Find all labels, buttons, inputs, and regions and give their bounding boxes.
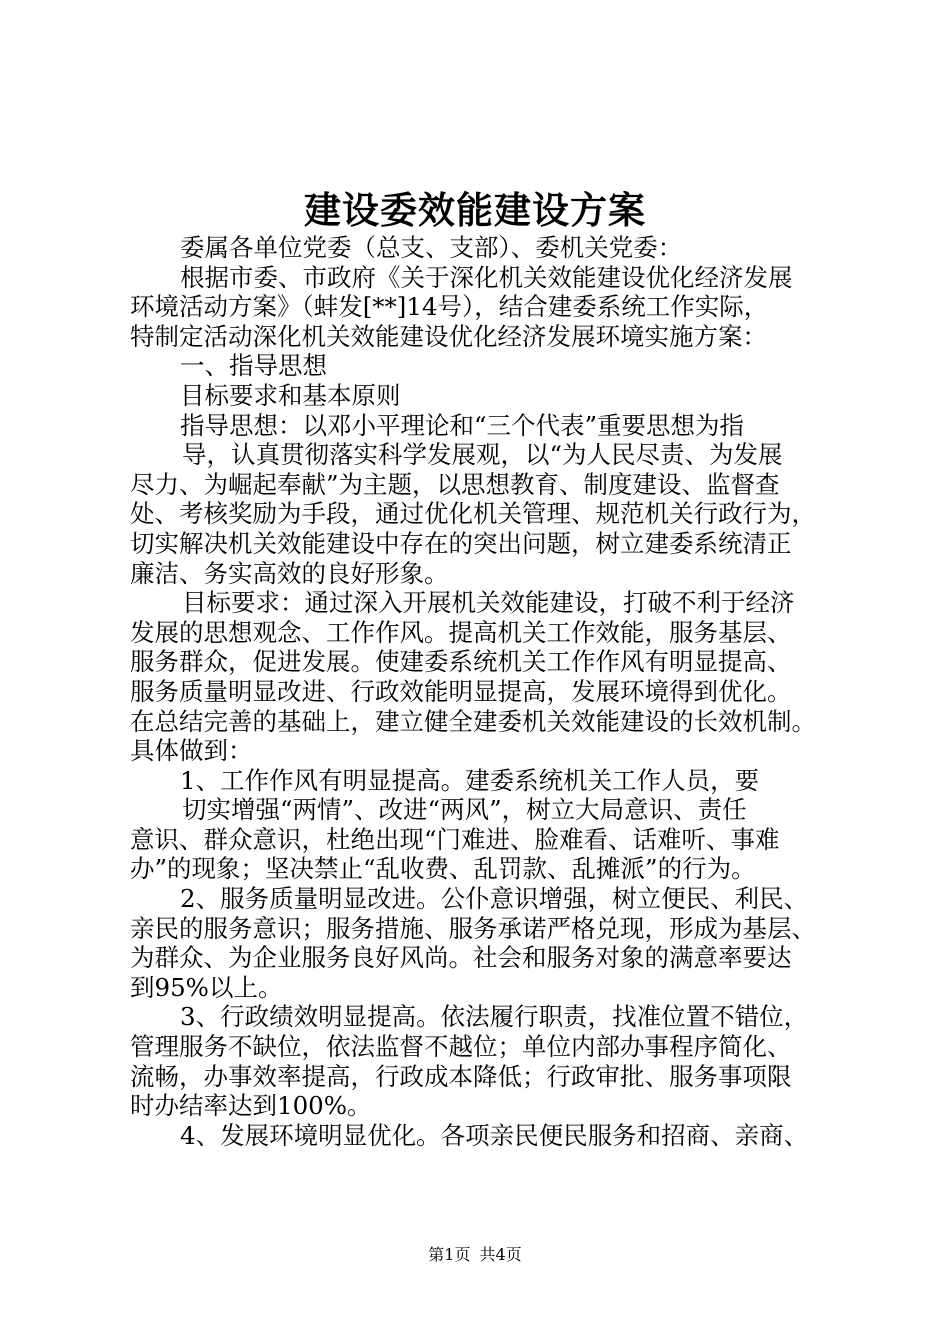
text-line: 办”的现象；坚决禁止“乱收费、乱罚款、乱摊派”的行为。 xyxy=(130,854,756,884)
text-line: 切实解决机关效能建设中存在的突出问题，树立建委系统清正 xyxy=(130,528,792,558)
text-line: 根据市委、市政府《关于深化机关效能建设优化经济发展 xyxy=(180,262,793,292)
document-title: 建设委效能建设方案 xyxy=(304,188,646,232)
text-line: 亲民的服务意识；服务措施、服务承诺严格兑现，形成为基层、 xyxy=(130,913,816,943)
text-line: 服务质量明显改进、行政效能明显提高，发展环境得到优化。 xyxy=(130,676,792,706)
text-line: 切实增强“两情”、改进“两风”，树立大局意识、责任 xyxy=(182,795,747,825)
page-number: 第1页 xyxy=(428,1245,471,1264)
text-line: 发展的思想观念、工作作风。提高机关工作效能，服务基层、 xyxy=(130,617,792,647)
list-item: 3、行政绩效明显提高。依法履行职责，找准位置不错位， xyxy=(180,1002,809,1032)
list-item: 4、发展环境明显优化。各项亲民便民服务和招商、亲商、 xyxy=(180,1120,809,1150)
text-line: 环境活动方案》（蚌发[**]14号），结合建委系统工作实际， xyxy=(130,292,769,322)
text-line: 具体做到： xyxy=(130,736,253,766)
text-line: 到95%以上。 xyxy=(130,972,283,1002)
text-line: 流畅，办事效率提高，行政成本降低；行政审批、服务事项限 xyxy=(130,1061,792,1091)
text-line: 目标要求：通过深入开展机关效能建设，打破不利于经济 xyxy=(182,588,795,618)
text-line: 处、考核奖励为手段，通过优化机关管理、规范机关行政行为， xyxy=(130,499,816,529)
text-line: 在总结完善的基础上，建立健全建委机关效能建设的长效机制。 xyxy=(130,706,816,736)
section-heading: 一、指导思想 xyxy=(180,351,327,381)
text-line: 特制定活动深化机关效能建设优化经济发展环境实施方案： xyxy=(130,321,767,351)
page-footer xyxy=(0,1244,950,1266)
text-line: 目标要求和基本原则 xyxy=(180,380,401,410)
text-line: 尽力、为崛起奉献”为主题，以思想教育、制度建设、监督查 xyxy=(130,469,780,499)
text-line: 管理服务不缺位，依法监督不越位；单位内部办事程序简化、 xyxy=(130,1032,792,1062)
document-body xyxy=(130,233,835,1150)
text-line: 意识、群众意识，杜绝出现“门难进、脸难看、话难听、事难 xyxy=(130,824,780,854)
text-line: 廉洁、务实高效的良好形象。 xyxy=(130,558,449,588)
text-line: 委属各单位党委（总支、支部）、委机关党委： xyxy=(180,233,683,262)
list-item: 2、服务质量明显改进。公仆意识增强，树立便民、利民、 xyxy=(180,884,809,914)
text-line: 服务群众，促进发展。使建委系统机关工作作风有明显提高、 xyxy=(130,647,792,677)
text-line: 为群众、为企业服务良好风尚。社会和服务对象的满意率要达 xyxy=(130,943,792,973)
page-total: 共4页 xyxy=(479,1245,522,1264)
list-item: 1、工作作风有明显提高。建委系统机关工作人员，要 xyxy=(180,765,760,795)
text-line: 指导思想：以邓小平理论和“三个代表”重要思想为指 xyxy=(180,410,745,440)
text-line: 时办结率达到100%。 xyxy=(130,1091,372,1121)
text-line: 导，认真贯彻落实科学发展观，以“为人民尽责、为发展 xyxy=(182,440,783,470)
